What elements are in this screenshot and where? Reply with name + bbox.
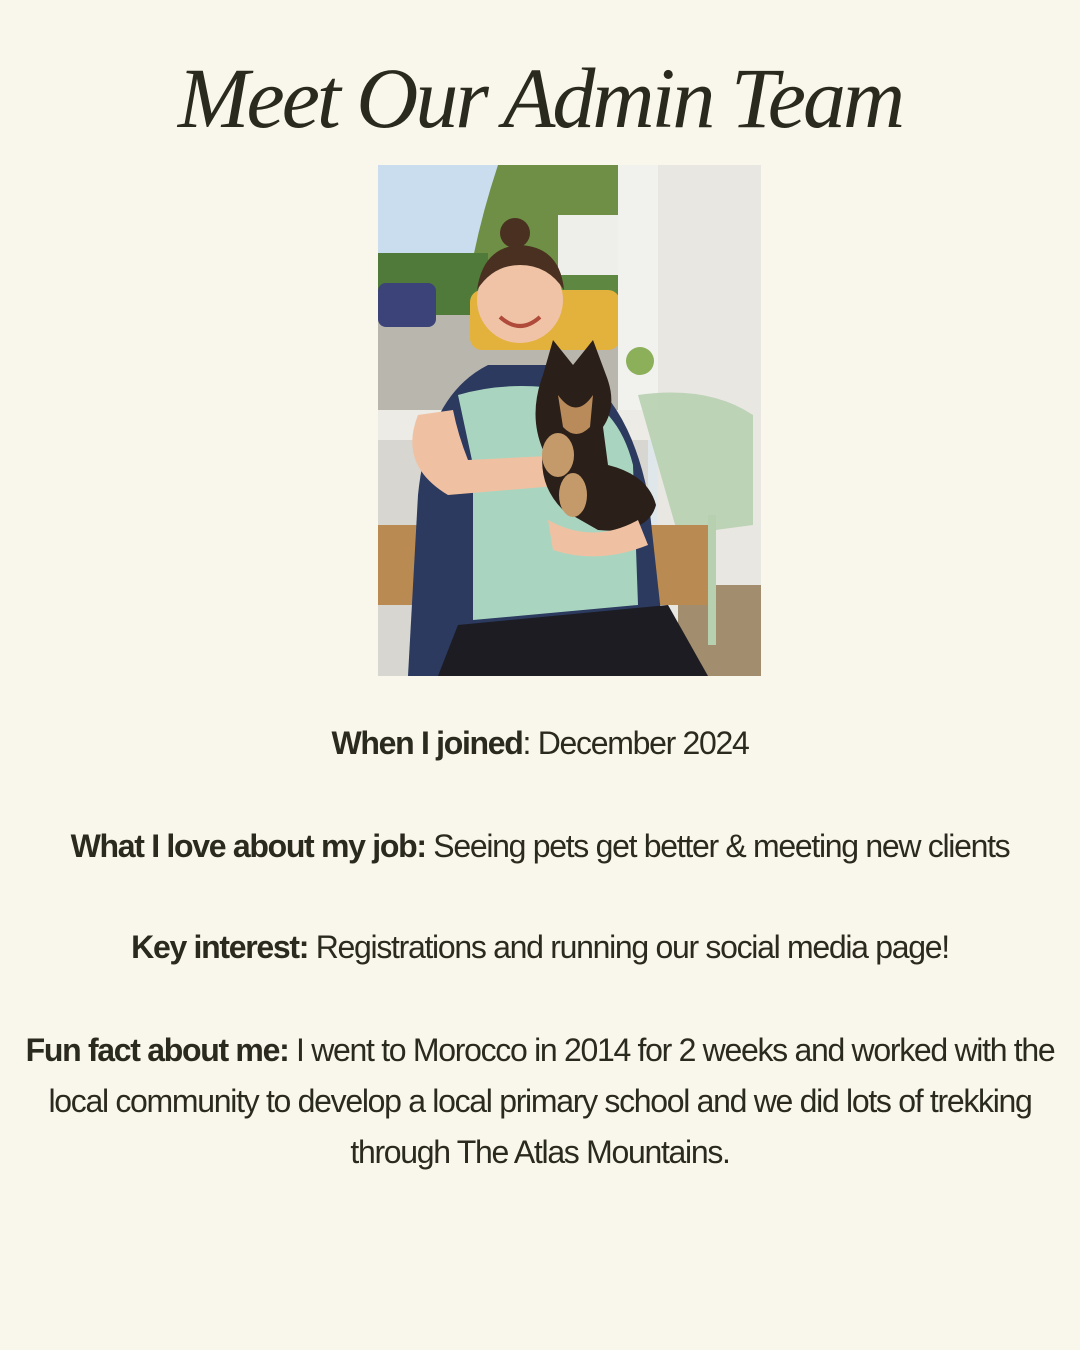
joined-separator: : xyxy=(522,725,538,761)
fun-fact-value: I went to Morocco in 2014 for 2 weeks and worked with the local community to develop a local primary school and we did lots of trekking through The Atlas Mountains. xyxy=(48,1032,1055,1170)
interest-label: Key interest: xyxy=(131,929,309,965)
love-line xyxy=(0,821,1080,872)
fun-fact-paragraph xyxy=(0,1025,1080,1178)
page-title: Meet Our Admin Team xyxy=(177,50,903,146)
staff-photo xyxy=(378,165,761,676)
joined-line xyxy=(0,718,1080,769)
love-label: What I love about my job: xyxy=(70,828,426,864)
fun-fact-label: Fun fact about me: xyxy=(25,1032,289,1068)
interest-value: Registrations and running our social media page! xyxy=(308,929,949,965)
love-value: Seeing pets get better & meeting new clients xyxy=(425,828,1010,864)
staff-photo-image xyxy=(378,165,761,676)
interest-line xyxy=(0,922,1080,973)
joined-label: When I joined xyxy=(331,725,523,761)
joined-value: December 2024 xyxy=(537,725,749,761)
